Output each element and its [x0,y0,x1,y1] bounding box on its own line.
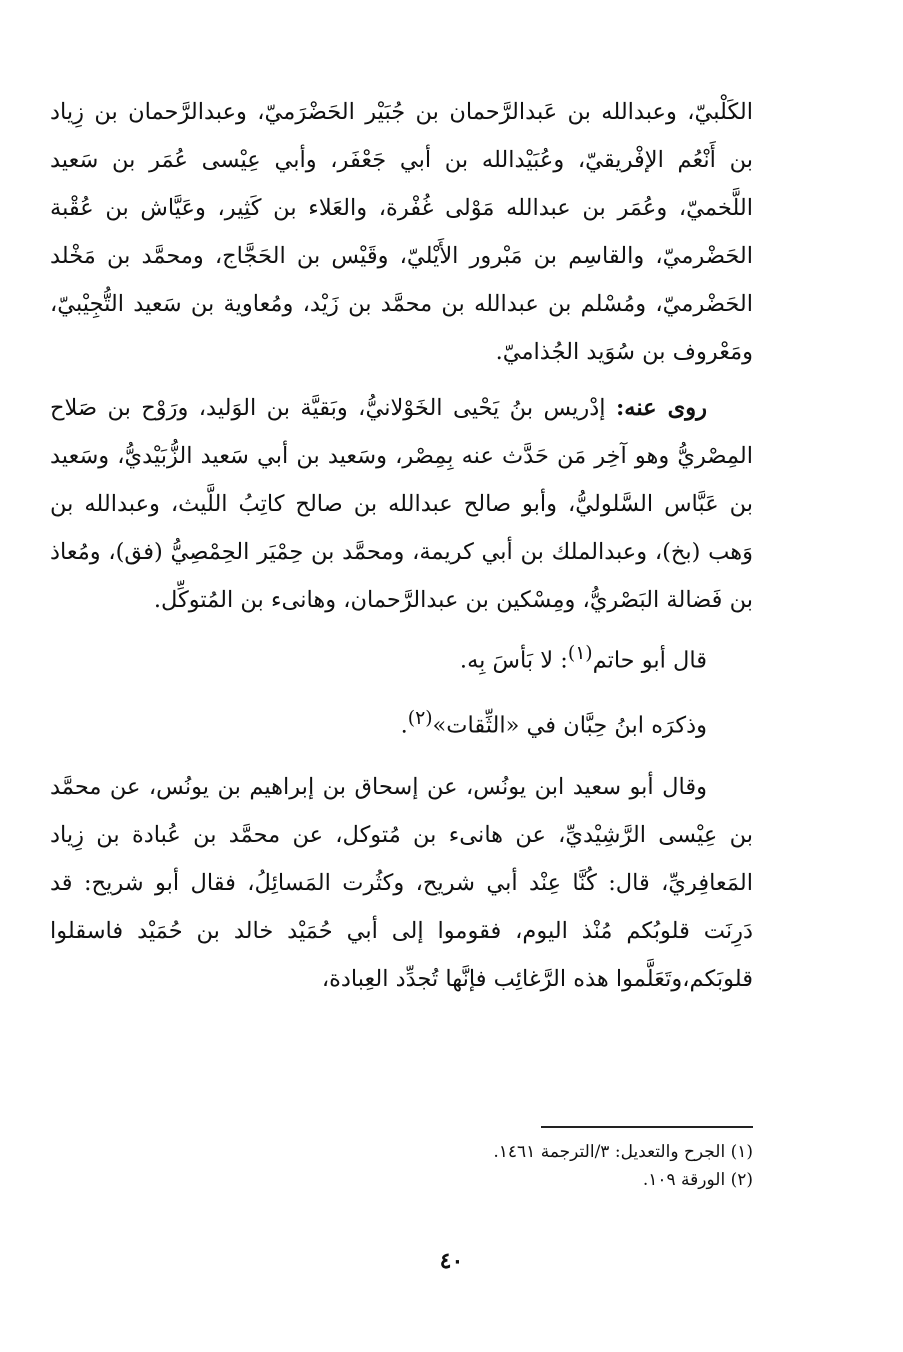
footnote-ref-2[interactable]: (٢) [407,707,433,729]
footnote-divider [541,1126,753,1128]
main-text [50,88,753,1003]
footnote-1: (١) الجرح والتعديل: ٣/الترجمة ١٤٦١. [493,1142,753,1162]
rawa-text: إدْريس بنُ يَحْيى الخَوْلانيُّ، وبَقيَّة بن الوَليد، ورَوْح بن صَلاح المِصْريُّ وهو آخِر مَن حَدَّث عنه بِمِصْر، وسَعيد بن أبي سَعيد الزُّبَيْديُّ، وسَعيد بن عَبَّاس السَّلوليُّ، وأبو صالح عبدالله بن صالح كاتِبُ اللَّيث، وعبدالله بن وَهب (بخ)، وعبدالملك بن أبي كريمة، ومحمَّد بن حِمْيَر الحِمْصِيُّ (فق)، ومُعاذ بن فَضالة البَصْريُّ، ومِسْكين بن عبدالرَّحمان، وهانىء بن المُتوكِّل. [50,395,753,613]
ibn-hibban-rest: . [400,712,408,738]
paragraph-ibn-hibban [50,695,753,750]
page-number: ٤٠ [439,1248,464,1274]
paragraph-abu-said: وقال أبو سعيد ابن يونُس، عن إسحاق بن إبراهيم بن يونُس، عن محمَّد بن عِيْسى الرَّشِيْديِّ، عن هانىء بن مُتوكل، عن محمَّد بن عُبادة بن زِياد المَعافِريِّ، قال: كُنَّا عِنْد أبي شريح، وكثُرت المَسائِلُ، فقال أبو شريح: قد دَرِنَت قلوبُكم مُنْذ اليوم، فقوموا إلى أبي حُمَيْد خالد بن حُمَيْد فاسقلوا قلوبَكم،وتَعَلَّموا هذه الرَّغائِب فإنَّها تُجدِّد العِبادة، [50,774,753,992]
paragraph-abu-hatim [50,630,753,685]
abu-hatim-rest: : لا بَأسَ بِه. [459,647,568,674]
footnotes [50,1138,753,1194]
paragraph-narrators: الكَلْبيّ، وعبدالله بن عَبدالرَّحمان بن جُبَيْر الحَضْرَميّ، وعبدالرَّحمان بن زِياد بن أَنْعُم الإفْريقيّ، وعُبَيْدالله بن أبي جَعْفَر، وأبي عِيْسى عُمَر بن سَعيد اللَّخميّ، وعُمَر بن عبدالله مَوْلى غُفْرة، والعَلاء بن كَثِير، وعَيَّاش بن عُقْبة الحَضْرميّ، والقاسِم بن مَبْرور الأَيْليّ، وقَيْس بن الحَجَّاج، ومحمَّد بن مَخْلد الحَضْرميّ، ومُسْلم بن عبدالله بن محمَّد بن زَيْد، ومُعاوية بن سَعيد التُّجِيْبيّ، ومَعْروف بن سُوَيد الجُذاميّ. [50,99,753,365]
abu-hatim-lead: قال أبو حاتم [592,647,707,674]
paragraph-rawa-anhu [50,384,753,624]
rawa-label: روى عنه: [615,395,707,421]
ibn-hibban-lead: وذكرَه ابنُ حِبَّان في «الثِّقات» [432,712,707,738]
footnote-2: (٢) الورقة ١٠٩. [642,1170,753,1190]
footnote-ref-1[interactable]: (١) [567,643,593,664]
